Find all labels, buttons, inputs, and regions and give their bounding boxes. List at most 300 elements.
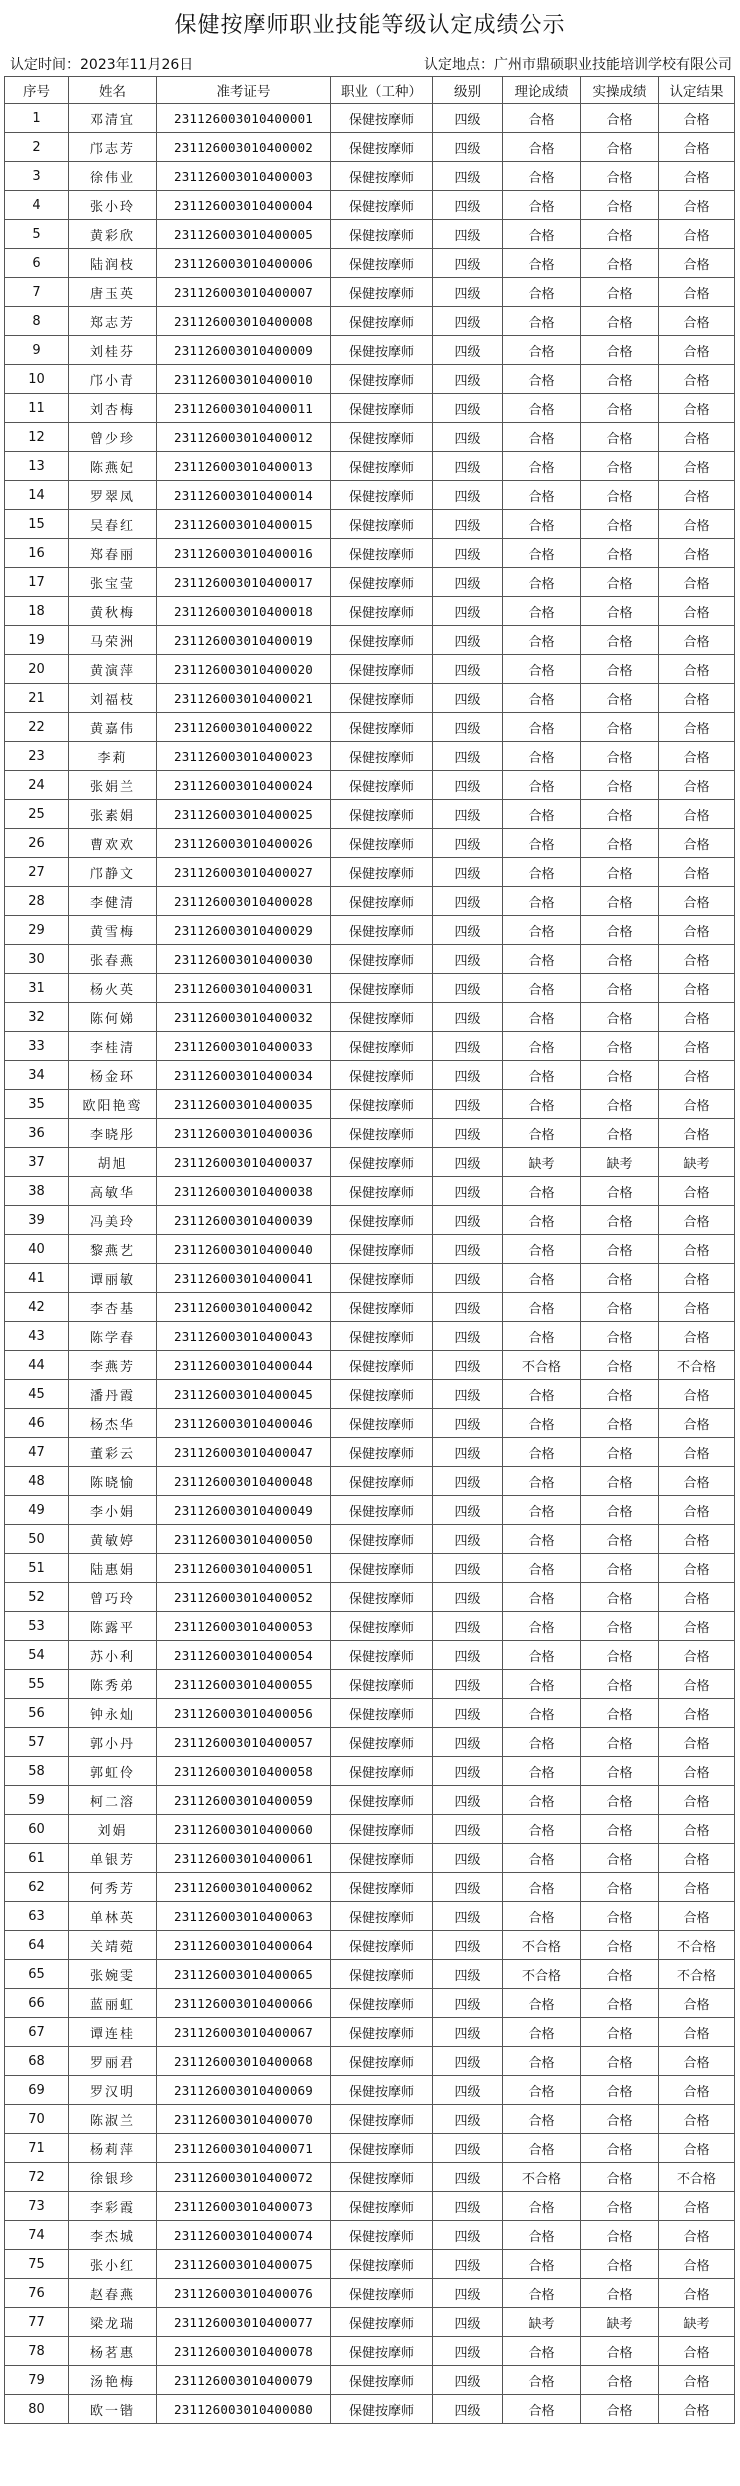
cell-result: 合格 bbox=[659, 249, 735, 278]
cell-result: 合格 bbox=[659, 1177, 735, 1206]
cell-index: 17 bbox=[5, 568, 69, 597]
cell-theory-score: 合格 bbox=[503, 1699, 581, 1728]
cell-occupation: 保健按摩师 bbox=[331, 1873, 433, 1902]
cell-index: 35 bbox=[5, 1090, 69, 1119]
cell-ticket-number: 231126003010400044 bbox=[157, 1351, 331, 1380]
cell-name: 黄演萍 bbox=[69, 655, 157, 684]
cell-result: 合格 bbox=[659, 945, 735, 974]
cell-index: 47 bbox=[5, 1438, 69, 1467]
col-header-result: 认定结果 bbox=[659, 77, 735, 104]
cell-level: 四级 bbox=[433, 365, 503, 394]
cell-name: 黄嘉伟 bbox=[69, 713, 157, 742]
cell-practical-score: 合格 bbox=[581, 1786, 659, 1815]
cell-level: 四级 bbox=[433, 394, 503, 423]
cell-result: 合格 bbox=[659, 713, 735, 742]
cell-ticket-number: 231126003010400031 bbox=[157, 974, 331, 1003]
cell-theory-score: 合格 bbox=[503, 1786, 581, 1815]
cell-practical-score: 合格 bbox=[581, 1583, 659, 1612]
cell-theory-score: 合格 bbox=[503, 1902, 581, 1931]
cell-level: 四级 bbox=[433, 191, 503, 220]
cell-theory-score: 合格 bbox=[503, 1032, 581, 1061]
cell-theory-score: 合格 bbox=[503, 104, 581, 133]
table-row bbox=[5, 1844, 735, 1873]
table-row bbox=[5, 1264, 735, 1293]
cell-result: 合格 bbox=[659, 2047, 735, 2076]
cell-name: 邝志芳 bbox=[69, 133, 157, 162]
cell-ticket-number: 231126003010400069 bbox=[157, 2076, 331, 2105]
cell-index: 58 bbox=[5, 1757, 69, 1786]
cell-theory-score: 合格 bbox=[503, 1844, 581, 1873]
cell-occupation: 保健按摩师 bbox=[331, 2076, 433, 2105]
table-row bbox=[5, 2221, 735, 2250]
cell-index: 2 bbox=[5, 133, 69, 162]
cell-level: 四级 bbox=[433, 655, 503, 684]
table-row bbox=[5, 1525, 735, 1554]
cell-ticket-number: 231126003010400043 bbox=[157, 1322, 331, 1351]
cell-practical-score: 合格 bbox=[581, 1873, 659, 1902]
cell-theory-score: 合格 bbox=[503, 510, 581, 539]
cell-level: 四级 bbox=[433, 1728, 503, 1757]
table-row bbox=[5, 2308, 735, 2337]
cell-ticket-number: 231126003010400058 bbox=[157, 1757, 331, 1786]
cell-ticket-number: 231126003010400021 bbox=[157, 684, 331, 713]
cell-practical-score: 合格 bbox=[581, 771, 659, 800]
cell-theory-score: 合格 bbox=[503, 2076, 581, 2105]
cell-index: 11 bbox=[5, 394, 69, 423]
cell-occupation: 保健按摩师 bbox=[331, 1786, 433, 1815]
cell-ticket-number: 231126003010400015 bbox=[157, 510, 331, 539]
cell-name: 杨金环 bbox=[69, 1061, 157, 1090]
cell-occupation: 保健按摩师 bbox=[331, 684, 433, 713]
cell-level: 四级 bbox=[433, 1438, 503, 1467]
cell-ticket-number: 231126003010400050 bbox=[157, 1525, 331, 1554]
cell-occupation: 保健按摩师 bbox=[331, 2163, 433, 2192]
cell-index: 6 bbox=[5, 249, 69, 278]
cell-level: 四级 bbox=[433, 2221, 503, 2250]
table-row bbox=[5, 1612, 735, 1641]
cell-ticket-number: 231126003010400004 bbox=[157, 191, 331, 220]
cell-level: 四级 bbox=[433, 713, 503, 742]
cell-occupation: 保健按摩师 bbox=[331, 1641, 433, 1670]
cell-occupation: 保健按摩师 bbox=[331, 1003, 433, 1032]
col-header-index: 序号 bbox=[5, 77, 69, 104]
cell-occupation: 保健按摩师 bbox=[331, 1148, 433, 1177]
table-row bbox=[5, 597, 735, 626]
cell-name: 郭虹伶 bbox=[69, 1757, 157, 1786]
cell-practical-score: 合格 bbox=[581, 1380, 659, 1409]
cell-occupation: 保健按摩师 bbox=[331, 1931, 433, 1960]
cell-ticket-number: 231126003010400010 bbox=[157, 365, 331, 394]
cell-ticket-number: 231126003010400040 bbox=[157, 1235, 331, 1264]
cell-practical-score: 缺考 bbox=[581, 2308, 659, 2337]
cell-occupation: 保健按摩师 bbox=[331, 249, 433, 278]
cell-result: 不合格 bbox=[659, 1931, 735, 1960]
cell-name: 刘桂芬 bbox=[69, 336, 157, 365]
cell-level: 四级 bbox=[433, 2366, 503, 2395]
cell-occupation: 保健按摩师 bbox=[331, 1293, 433, 1322]
table-row bbox=[5, 1496, 735, 1525]
table-row bbox=[5, 2250, 735, 2279]
cell-level: 四级 bbox=[433, 481, 503, 510]
cell-level: 四级 bbox=[433, 1119, 503, 1148]
cell-result: 缺考 bbox=[659, 1148, 735, 1177]
cell-result: 合格 bbox=[659, 2192, 735, 2221]
table-row bbox=[5, 191, 735, 220]
cell-result: 合格 bbox=[659, 1989, 735, 2018]
table-row bbox=[5, 1757, 735, 1786]
cell-ticket-number: 231126003010400078 bbox=[157, 2337, 331, 2366]
cell-result: 合格 bbox=[659, 2134, 735, 2163]
cell-ticket-number: 231126003010400067 bbox=[157, 2018, 331, 2047]
cell-occupation: 保健按摩师 bbox=[331, 2308, 433, 2337]
cell-occupation: 保健按摩师 bbox=[331, 1090, 433, 1119]
cell-index: 29 bbox=[5, 916, 69, 945]
cell-result: 合格 bbox=[659, 1699, 735, 1728]
table-row bbox=[5, 162, 735, 191]
page-title: 保健按摩师职业技能等级认定成绩公示 bbox=[174, 13, 566, 38]
cell-theory-score: 合格 bbox=[503, 1380, 581, 1409]
cell-theory-score: 不合格 bbox=[503, 2163, 581, 2192]
cell-index: 68 bbox=[5, 2047, 69, 2076]
table-row bbox=[5, 249, 735, 278]
cell-index: 79 bbox=[5, 2366, 69, 2395]
cell-theory-score: 合格 bbox=[503, 945, 581, 974]
cell-practical-score: 合格 bbox=[581, 2105, 659, 2134]
cell-ticket-number: 231126003010400071 bbox=[157, 2134, 331, 2163]
table-row bbox=[5, 1699, 735, 1728]
cell-result: 合格 bbox=[659, 1873, 735, 1902]
cell-practical-score: 合格 bbox=[581, 1061, 659, 1090]
cell-practical-score: 合格 bbox=[581, 1467, 659, 1496]
cell-index: 64 bbox=[5, 1931, 69, 1960]
col-header-level: 级别 bbox=[433, 77, 503, 104]
cell-occupation: 保健按摩师 bbox=[331, 1032, 433, 1061]
cell-level: 四级 bbox=[433, 133, 503, 162]
cell-index: 44 bbox=[5, 1351, 69, 1380]
cell-ticket-number: 231126003010400024 bbox=[157, 771, 331, 800]
cell-level: 四级 bbox=[433, 1409, 503, 1438]
cell-result: 合格 bbox=[659, 1844, 735, 1873]
cell-theory-score: 合格 bbox=[503, 858, 581, 887]
cell-level: 四级 bbox=[433, 800, 503, 829]
cell-index: 16 bbox=[5, 539, 69, 568]
results-table bbox=[4, 76, 735, 2424]
cell-practical-score: 合格 bbox=[581, 278, 659, 307]
cell-index: 14 bbox=[5, 481, 69, 510]
cell-occupation: 保健按摩师 bbox=[331, 1844, 433, 1873]
table-row bbox=[5, 1815, 735, 1844]
cell-ticket-number: 231126003010400066 bbox=[157, 1989, 331, 2018]
cell-ticket-number: 231126003010400057 bbox=[157, 1728, 331, 1757]
table-row bbox=[5, 452, 735, 481]
cell-theory-score: 合格 bbox=[503, 2221, 581, 2250]
cell-level: 四级 bbox=[433, 1786, 503, 1815]
cell-name: 谭丽敏 bbox=[69, 1264, 157, 1293]
cell-result: 合格 bbox=[659, 539, 735, 568]
cell-theory-score: 合格 bbox=[503, 336, 581, 365]
cell-occupation: 保健按摩师 bbox=[331, 1612, 433, 1641]
cell-practical-score: 合格 bbox=[581, 2221, 659, 2250]
cell-occupation: 保健按摩师 bbox=[331, 1322, 433, 1351]
cell-ticket-number: 231126003010400041 bbox=[157, 1264, 331, 1293]
cell-index: 76 bbox=[5, 2279, 69, 2308]
cell-name: 李健清 bbox=[69, 887, 157, 916]
cell-practical-score: 合格 bbox=[581, 1293, 659, 1322]
cell-occupation: 保健按摩师 bbox=[331, 1496, 433, 1525]
cell-occupation: 保健按摩师 bbox=[331, 974, 433, 1003]
cell-ticket-number: 231126003010400070 bbox=[157, 2105, 331, 2134]
table-row bbox=[5, 626, 735, 655]
cell-result: 合格 bbox=[659, 365, 735, 394]
cell-result: 合格 bbox=[659, 1728, 735, 1757]
cell-index: 36 bbox=[5, 1119, 69, 1148]
cell-result: 合格 bbox=[659, 1003, 735, 1032]
cell-occupation: 保健按摩师 bbox=[331, 452, 433, 481]
cell-level: 四级 bbox=[433, 1264, 503, 1293]
cell-practical-score: 合格 bbox=[581, 2337, 659, 2366]
cell-result: 合格 bbox=[659, 742, 735, 771]
cell-result: 合格 bbox=[659, 1641, 735, 1670]
cell-name: 黄秋梅 bbox=[69, 597, 157, 626]
cell-ticket-number: 231126003010400059 bbox=[157, 1786, 331, 1815]
cell-index: 41 bbox=[5, 1264, 69, 1293]
cell-theory-score: 合格 bbox=[503, 974, 581, 1003]
cell-practical-score: 合格 bbox=[581, 2250, 659, 2279]
cell-practical-score: 合格 bbox=[581, 568, 659, 597]
table-row bbox=[5, 829, 735, 858]
header-row bbox=[5, 77, 735, 104]
cell-theory-score: 合格 bbox=[503, 2395, 581, 2424]
cell-ticket-number: 231126003010400080 bbox=[157, 2395, 331, 2424]
cell-theory-score: 合格 bbox=[503, 800, 581, 829]
cell-level: 四级 bbox=[433, 104, 503, 133]
cell-result: 合格 bbox=[659, 1235, 735, 1264]
cell-occupation: 保健按摩师 bbox=[331, 800, 433, 829]
cell-name: 李莉 bbox=[69, 742, 157, 771]
cell-name: 单银芳 bbox=[69, 1844, 157, 1873]
cell-occupation: 保健按摩师 bbox=[331, 1061, 433, 1090]
cell-index: 38 bbox=[5, 1177, 69, 1206]
cell-practical-score: 合格 bbox=[581, 597, 659, 626]
cell-index: 57 bbox=[5, 1728, 69, 1757]
cell-occupation: 保健按摩师 bbox=[331, 2192, 433, 2221]
cell-result: 合格 bbox=[659, 1206, 735, 1235]
cell-index: 12 bbox=[5, 423, 69, 452]
cell-theory-score: 合格 bbox=[503, 713, 581, 742]
cell-level: 四级 bbox=[433, 1322, 503, 1351]
cell-level: 四级 bbox=[433, 974, 503, 1003]
cell-occupation: 保健按摩师 bbox=[331, 191, 433, 220]
cell-practical-score: 合格 bbox=[581, 365, 659, 394]
cell-occupation: 保健按摩师 bbox=[331, 1583, 433, 1612]
cell-occupation: 保健按摩师 bbox=[331, 655, 433, 684]
cell-level: 四级 bbox=[433, 2018, 503, 2047]
cell-ticket-number: 231126003010400020 bbox=[157, 655, 331, 684]
cell-name: 张宝莹 bbox=[69, 568, 157, 597]
cell-occupation: 保健按摩师 bbox=[331, 1351, 433, 1380]
cell-occupation: 保健按摩师 bbox=[331, 278, 433, 307]
table-row bbox=[5, 365, 735, 394]
cell-level: 四级 bbox=[433, 1090, 503, 1119]
cell-theory-score: 合格 bbox=[503, 133, 581, 162]
table-row bbox=[5, 1931, 735, 1960]
cell-occupation: 保健按摩师 bbox=[331, 1264, 433, 1293]
cell-level: 四级 bbox=[433, 2192, 503, 2221]
cell-ticket-number: 231126003010400005 bbox=[157, 220, 331, 249]
cell-name: 杨火英 bbox=[69, 974, 157, 1003]
cell-name: 郑志芳 bbox=[69, 307, 157, 336]
table-row bbox=[5, 684, 735, 713]
cell-theory-score: 合格 bbox=[503, 829, 581, 858]
cell-ticket-number: 231126003010400045 bbox=[157, 1380, 331, 1409]
cell-occupation: 保健按摩师 bbox=[331, 307, 433, 336]
table-row bbox=[5, 1960, 735, 1989]
cell-theory-score: 合格 bbox=[503, 771, 581, 800]
cell-practical-score: 合格 bbox=[581, 1757, 659, 1786]
table-row bbox=[5, 1090, 735, 1119]
cell-level: 四级 bbox=[433, 1815, 503, 1844]
cell-occupation: 保健按摩师 bbox=[331, 220, 433, 249]
cell-theory-score: 合格 bbox=[503, 1293, 581, 1322]
cell-index: 23 bbox=[5, 742, 69, 771]
cell-name: 梁龙瑞 bbox=[69, 2308, 157, 2337]
cell-theory-score: 合格 bbox=[503, 2192, 581, 2221]
cell-occupation: 保健按摩师 bbox=[331, 423, 433, 452]
cell-ticket-number: 231126003010400060 bbox=[157, 1815, 331, 1844]
cell-theory-score: 合格 bbox=[503, 1409, 581, 1438]
cell-occupation: 保健按摩师 bbox=[331, 1525, 433, 1554]
cell-practical-score: 合格 bbox=[581, 336, 659, 365]
cell-occupation: 保健按摩师 bbox=[331, 1235, 433, 1264]
cell-level: 四级 bbox=[433, 1844, 503, 1873]
cell-index: 19 bbox=[5, 626, 69, 655]
cell-result: 合格 bbox=[659, 2279, 735, 2308]
cell-ticket-number: 231126003010400053 bbox=[157, 1612, 331, 1641]
cell-name: 关靖菀 bbox=[69, 1931, 157, 1960]
cell-result: 不合格 bbox=[659, 2163, 735, 2192]
cell-name: 徐银珍 bbox=[69, 2163, 157, 2192]
cell-practical-score: 合格 bbox=[581, 2192, 659, 2221]
cell-name: 汤艳梅 bbox=[69, 2366, 157, 2395]
cell-index: 50 bbox=[5, 1525, 69, 1554]
cell-practical-score: 合格 bbox=[581, 1989, 659, 2018]
cell-index: 5 bbox=[5, 220, 69, 249]
cell-practical-score: 合格 bbox=[581, 2134, 659, 2163]
cell-level: 四级 bbox=[433, 1931, 503, 1960]
cell-name: 李杏基 bbox=[69, 1293, 157, 1322]
cell-level: 四级 bbox=[433, 2163, 503, 2192]
cell-name: 张娟兰 bbox=[69, 771, 157, 800]
table-row bbox=[5, 771, 735, 800]
cell-result: 合格 bbox=[659, 2366, 735, 2395]
cell-ticket-number: 231126003010400061 bbox=[157, 1844, 331, 1873]
cell-index: 39 bbox=[5, 1206, 69, 1235]
cell-name: 陈秀弟 bbox=[69, 1670, 157, 1699]
cell-occupation: 保健按摩师 bbox=[331, 916, 433, 945]
cell-practical-score: 合格 bbox=[581, 1931, 659, 1960]
cell-occupation: 保健按摩师 bbox=[331, 742, 433, 771]
cell-level: 四级 bbox=[433, 423, 503, 452]
cell-ticket-number: 231126003010400049 bbox=[157, 1496, 331, 1525]
cell-practical-score: 合格 bbox=[581, 1235, 659, 1264]
cell-index: 25 bbox=[5, 800, 69, 829]
cell-ticket-number: 231126003010400034 bbox=[157, 1061, 331, 1090]
cell-result: 合格 bbox=[659, 1380, 735, 1409]
cell-index: 75 bbox=[5, 2250, 69, 2279]
cell-theory-score: 合格 bbox=[503, 655, 581, 684]
cell-index: 1 bbox=[5, 104, 69, 133]
cell-ticket-number: 231126003010400030 bbox=[157, 945, 331, 974]
cell-practical-score: 合格 bbox=[581, 655, 659, 684]
cell-index: 60 bbox=[5, 1815, 69, 1844]
cell-level: 四级 bbox=[433, 1496, 503, 1525]
table-row bbox=[5, 1032, 735, 1061]
cell-level: 四级 bbox=[433, 2250, 503, 2279]
cell-index: 52 bbox=[5, 1583, 69, 1612]
cell-result: 合格 bbox=[659, 887, 735, 916]
cell-level: 四级 bbox=[433, 2337, 503, 2366]
cell-result: 合格 bbox=[659, 2018, 735, 2047]
cell-practical-score: 合格 bbox=[581, 510, 659, 539]
cell-result: 合格 bbox=[659, 1670, 735, 1699]
table-row bbox=[5, 2395, 735, 2424]
cell-result: 合格 bbox=[659, 278, 735, 307]
cell-name: 罗翠凤 bbox=[69, 481, 157, 510]
cell-occupation: 保健按摩师 bbox=[331, 1467, 433, 1496]
cell-theory-score: 合格 bbox=[503, 887, 581, 916]
cell-index: 45 bbox=[5, 1380, 69, 1409]
cell-result: 合格 bbox=[659, 800, 735, 829]
cell-name: 欧一锴 bbox=[69, 2395, 157, 2424]
cell-index: 20 bbox=[5, 655, 69, 684]
cell-level: 四级 bbox=[433, 1293, 503, 1322]
cell-theory-score: 合格 bbox=[503, 1438, 581, 1467]
cell-result: 合格 bbox=[659, 684, 735, 713]
cell-name: 曹欢欢 bbox=[69, 829, 157, 858]
cell-practical-score: 合格 bbox=[581, 1612, 659, 1641]
cell-level: 四级 bbox=[433, 1235, 503, 1264]
col-header-ticket: 准考证号 bbox=[157, 77, 331, 104]
cell-practical-score: 合格 bbox=[581, 1525, 659, 1554]
table-row bbox=[5, 1728, 735, 1757]
exam-date: 认定时间：2023年11月26日 bbox=[10, 57, 194, 73]
cell-practical-score: 合格 bbox=[581, 2076, 659, 2105]
cell-theory-score: 合格 bbox=[503, 1496, 581, 1525]
cell-theory-score: 合格 bbox=[503, 2105, 581, 2134]
cell-name: 陈淑兰 bbox=[69, 2105, 157, 2134]
table-row bbox=[5, 568, 735, 597]
cell-index: 33 bbox=[5, 1032, 69, 1061]
cell-name: 李小娟 bbox=[69, 1496, 157, 1525]
table-row bbox=[5, 1322, 735, 1351]
table-row bbox=[5, 1467, 735, 1496]
cell-theory-score: 合格 bbox=[503, 1235, 581, 1264]
cell-ticket-number: 231126003010400054 bbox=[157, 1641, 331, 1670]
cell-theory-score: 合格 bbox=[503, 1554, 581, 1583]
cell-level: 四级 bbox=[433, 1989, 503, 2018]
cell-name: 蓝丽虹 bbox=[69, 1989, 157, 2018]
cell-level: 四级 bbox=[433, 452, 503, 481]
cell-occupation: 保健按摩师 bbox=[331, 568, 433, 597]
cell-occupation: 保健按摩师 bbox=[331, 1206, 433, 1235]
table-row bbox=[5, 858, 735, 887]
table-row bbox=[5, 974, 735, 1003]
table-row bbox=[5, 1583, 735, 1612]
cell-occupation: 保健按摩师 bbox=[331, 2337, 433, 2366]
table-row bbox=[5, 1873, 735, 1902]
cell-index: 27 bbox=[5, 858, 69, 887]
table-row bbox=[5, 1351, 735, 1380]
